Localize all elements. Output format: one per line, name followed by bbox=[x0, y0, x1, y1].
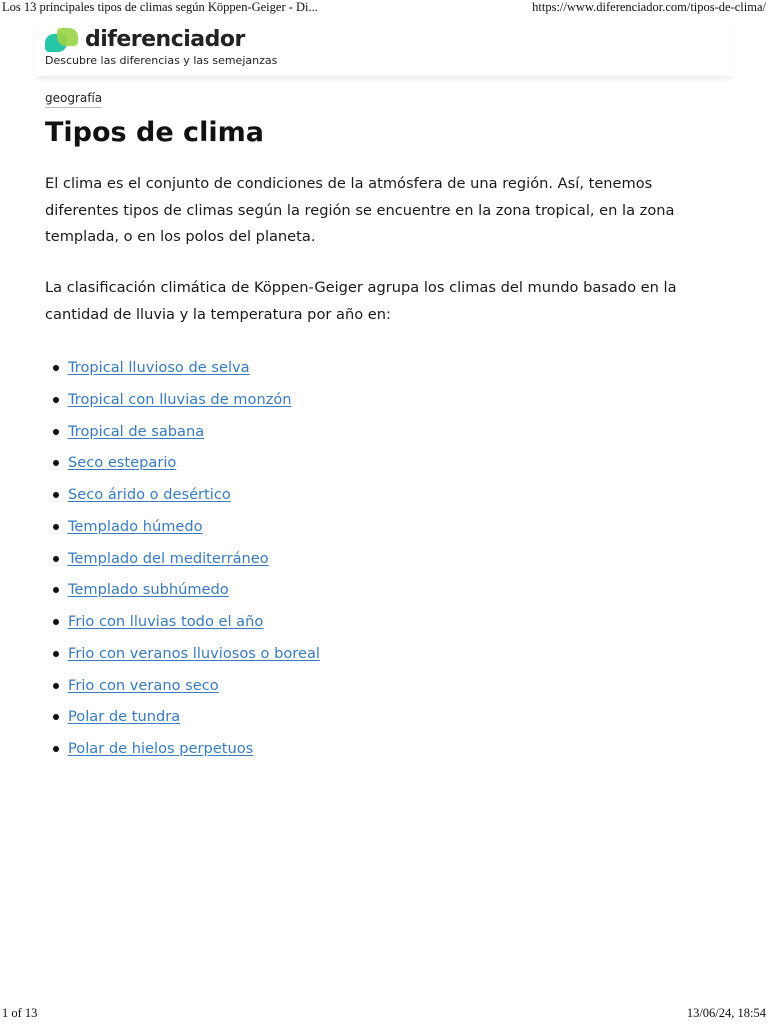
intro-paragraph: El clima es el conjunto de condiciones de la atmósfera de una región. Así, tenemos diferentes tipos de climas según la región se encuentre en la zona tropical, en la zona templada, o en los polos del planeta. bbox=[45, 175, 675, 245]
list-item bbox=[45, 384, 320, 416]
logo-icon bbox=[45, 28, 79, 52]
climate-link[interactable]: Templado húmedo bbox=[68, 517, 203, 535]
climate-link[interactable]: Templado subhúmedo bbox=[68, 581, 229, 599]
list-item bbox=[45, 416, 320, 448]
classification-paragraph: La clasificación climática de Köppen-Geiger agrupa los climas del mundo basado en la cantidad de lluvia y la temperatura por año en: bbox=[45, 279, 677, 323]
print-timestamp: 13/06/24, 18:54 bbox=[686, 1006, 766, 1020]
climate-link[interactable]: Seco árido o desértico bbox=[68, 486, 231, 503]
list-item bbox=[45, 479, 320, 511]
climate-link[interactable]: Tropical de sabana bbox=[68, 422, 205, 440]
climate-link[interactable]: Frio con veranos lluviosos o boreal bbox=[68, 644, 320, 662]
climate-link[interactable]: Tropical con lluvias de monzón bbox=[68, 390, 292, 408]
list-item bbox=[45, 638, 320, 670]
list-item bbox=[45, 606, 320, 638]
list-item bbox=[45, 733, 320, 765]
list-item bbox=[45, 574, 320, 606]
page-title: Tipos de clima bbox=[45, 117, 264, 148]
site-header bbox=[35, 22, 732, 76]
list-item bbox=[45, 670, 320, 702]
list-item bbox=[45, 543, 320, 575]
climate-link[interactable]: Polar de hielos perpetuos bbox=[68, 740, 254, 757]
print-footer bbox=[0, 1006, 768, 1024]
climate-link[interactable]: Frio con verano seco bbox=[68, 676, 219, 694]
print-page-title: Los 13 principales tipos de climas según Köppen-Geiger - Di... bbox=[2, 0, 318, 14]
list-item bbox=[45, 511, 320, 543]
print-header bbox=[0, 0, 768, 18]
climate-types-list bbox=[45, 352, 320, 765]
category-link[interactable]: geografía bbox=[45, 90, 102, 108]
climate-link[interactable]: Frio con lluvias todo el año bbox=[68, 613, 264, 630]
site-logo-link[interactable] bbox=[45, 28, 245, 52]
site-tagline: Descubre las diferencias y las semejanzas bbox=[45, 54, 278, 67]
climate-link[interactable]: Polar de tundra bbox=[68, 708, 181, 726]
climate-link[interactable]: Templado del mediterráneo bbox=[68, 549, 269, 567]
logo-text: diferenciador bbox=[85, 27, 245, 52]
climate-link[interactable]: Tropical lluvioso de selva bbox=[68, 359, 250, 376]
climate-link[interactable]: Seco estepario bbox=[68, 454, 177, 472]
print-url: https://www.diferenciador.com/tipos-de-clima/ bbox=[532, 0, 766, 14]
list-item bbox=[45, 701, 320, 733]
list-item bbox=[45, 352, 320, 384]
list-item bbox=[45, 447, 320, 479]
print-page-number: 1 of 13 bbox=[2, 1006, 38, 1020]
